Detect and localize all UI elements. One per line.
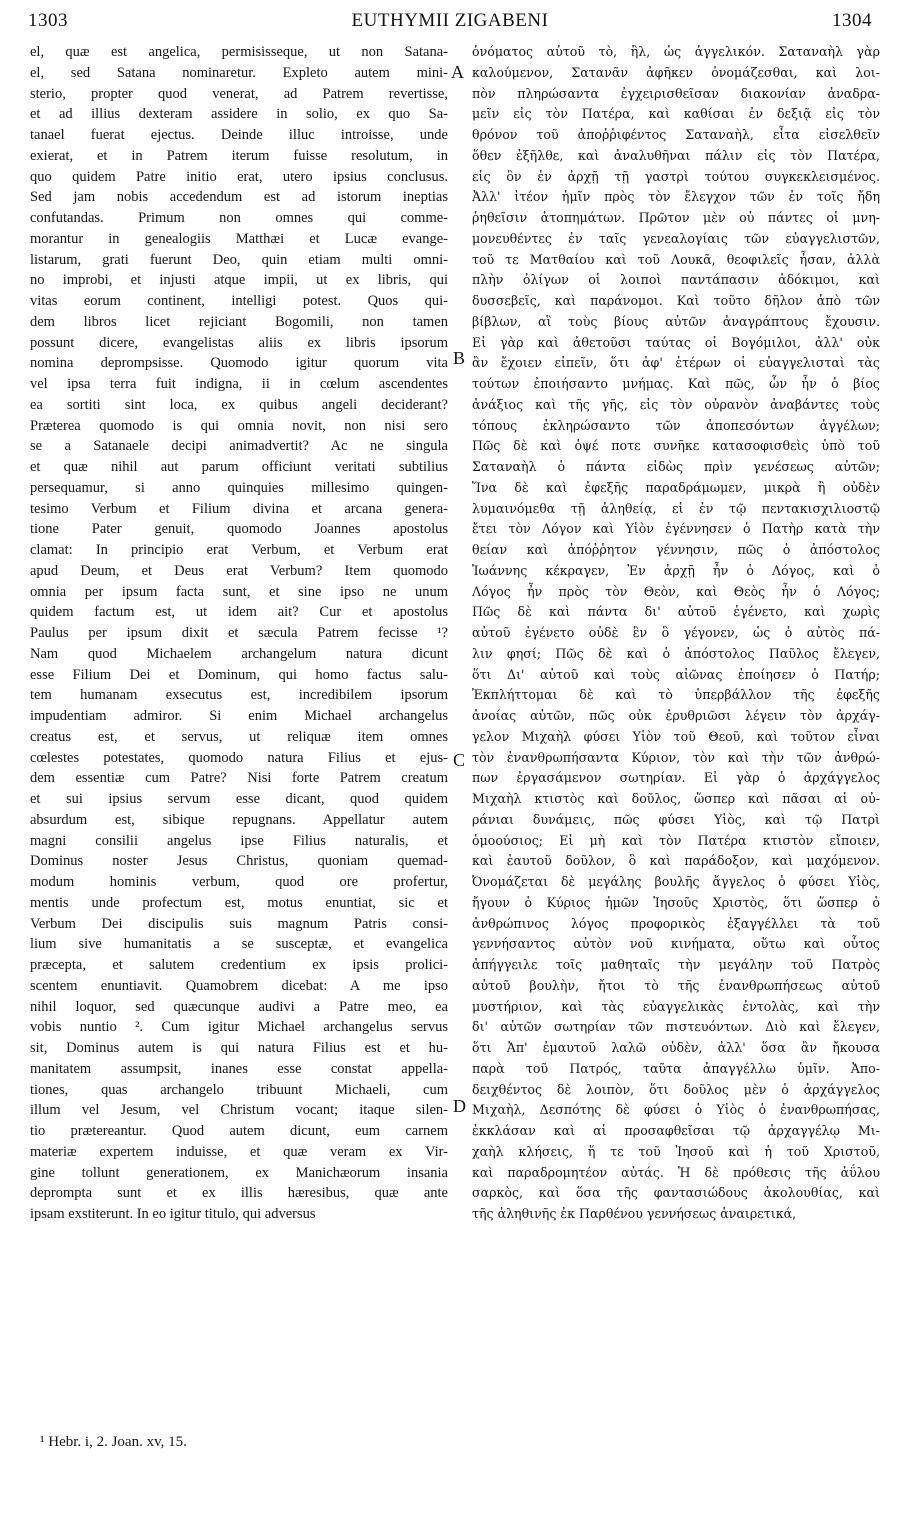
margin-marker-a: A (451, 62, 464, 82)
greek-text-line: Πῶς δὲ καὶ πάντα δι' αὐτοῦ ἐγένετο, καὶ χωρὶς (472, 604, 880, 620)
greek-text-line: Λόγος ἦν πρὸς τὸν Θεὸν, καὶ Θεὸς ἦν ὁ Λόγος; (472, 583, 880, 599)
greek-text-line: καὶ ἑαυτοῦ δοῦλον, ὃ καὶ παράδοξον, καὶ μαχόμενον. (472, 853, 880, 869)
greek-text-line: καλούμενον, Σατανᾶν ἀφῆκεν ὀνομάζεσθαι, καὶ λοι- (472, 64, 880, 80)
greek-text-line: αὐτοῦ ἐγένετο οὐδὲ ἓν ὃ γέγονεν, ὡς ὁ αὐτὸς πά- (472, 625, 880, 640)
latin-text-line: illum vel Jesum, vel Christum vocant; itaque silen- (30, 1102, 448, 1119)
latin-text-line: tanael fuerat ejectus. Deinde illuc introisse, unde (30, 127, 448, 143)
latin-text-line: sit, Dominus autem is qui natura Filius est et hu- (30, 1040, 448, 1056)
latin-text-line: dem essentiæ cum Patre? Nisi forte Patrem creatum (30, 770, 448, 787)
latin-text-line: nomina deprompsisse. Quomodo igitur quorum vita (30, 355, 448, 372)
greek-text-line: ἀνάξιος καὶ τῆς γῆς, εἰς τὸν οὐρανὸν ἀναβάντες τοὺς (472, 396, 880, 412)
greek-text-line: λυμαινόμεθα τῇ ἀληθείᾳ, εἰ ἐν τῷ πεντακισχιλιοστῷ (472, 500, 880, 516)
latin-text-line: Dominus noster Jesus Christus, quoniam quemad- (30, 853, 448, 870)
latin-text-line: creatus est, et servus, ut reliquæ item omnes (30, 728, 448, 745)
greek-text-line: ὅτι Ἀπ' ἐμαυτοῦ λαλῶ οὐδὲν, ἀλλ' ὅσα ἂν ἤκουσα (472, 1040, 880, 1055)
greek-text-line: Εἰ γὰρ καὶ ἀθετοῦσι ταύτας οἱ Βογόμιλοι, ἀλλ' οὐκ (472, 334, 880, 350)
latin-text-line: Nam quod Michaelem archangelum natura dicunt (30, 645, 448, 662)
greek-text-line: χαὴλ κλήσεις, ἥ τε τοῦ Ἰησοῦ καὶ ἡ τοῦ Χριστοῦ, (472, 1143, 880, 1159)
greek-text-line: εἰς ὃν ἐν ἀρχῇ τῇ γαστρὶ τούτου συγκεκλεισμένος. (472, 168, 880, 184)
greek-text-line: καὶ παραδρομητέον αὐτάς. Ἡ δὲ πρόθεσις τῆς ἀΰλου (472, 1164, 880, 1180)
greek-text-line: τοῦ τε Ματθαίου καὶ τοῦ Λουκᾶ, θεοφιλεῖς ἦσαν, ἀλλὰ (472, 251, 880, 267)
greek-text-line: βίβλων, αἳ τοὺς βίους αὐτῶν ἀναγράπτους ἔχουσιν. (472, 313, 880, 329)
greek-text-line: λιν φησί; Πῶς δὲ καὶ ὁ ἀπόστολος Παῦλος ἔλεγεν, (472, 645, 880, 661)
greek-text-line: ὁμοούσιος; Εἰ μὴ καὶ τὸν Πατέρα κτιστὸν εἴποιεν, (472, 832, 880, 848)
greek-text-line: γεννήσαντος αὐτὸν νοῦ κινήματα, οὕτω καὶ οὗτος (472, 936, 880, 952)
greek-text-line: τῆς ἀληθινῆς ἐκ Παρθένου γεννήσεως ἀναιρετικά, (472, 1206, 797, 1221)
latin-text-line: vobis nuntio ². Cum igitur Michael archangelus servus (30, 1019, 448, 1036)
latin-text-line: no improbi, et injusti atque impii, ut ex libris, qui (30, 272, 448, 289)
latin-text-line: esse Filium Dei et Dominum, qui homo factus salu- (30, 666, 448, 683)
latin-text-line: el, sed Satana nominaretur. Expleto autem mini- (30, 64, 448, 81)
greek-text-line: γελον Μιχαὴλ φύσει Υἱὸν τοῦ Θεοῦ, καὶ τοῦτον εἶναι (472, 728, 880, 744)
latin-text-line: impudentiam admiror. Si enim Michael archangelus (30, 708, 448, 724)
latin-text-line: nihil loquor, sed quæcunque audivi a Patre meo, ea (30, 998, 448, 1015)
latin-text-line: Verbum Dei discipulis suis magnum Patris consi- (30, 915, 448, 932)
greek-text-line: σαρκὸς, καὶ ὅσα τῆς φαντασιώδους ἀκολουθίας, καὶ (472, 1185, 880, 1201)
greek-text-line: Ἐκπλήττομαι δὲ καὶ τὸ ὑπερβάλλον τῆς ἐφεξῆς (472, 687, 880, 703)
greek-text-line: μονευθέντες ἐν ταῖς γενεαλογίαις τῶν εὐαγγελιστῶν, (472, 230, 880, 246)
running-title: EUTHYMII ZIGABENI (351, 10, 549, 31)
latin-text-line: quidem factum est, ut idem ait? Cur et apostolus (30, 604, 448, 621)
greek-text-line: πων ἐργασάμενον σωτηρίαν. Εἰ γὰρ ὁ ἀρχάγγελος (472, 770, 880, 786)
latin-text-line: vitas eorum continent, intelligi potest. Quos qui- (30, 293, 448, 309)
latin-text-line: manitatem assumpsit, inanes esse constat appella- (30, 1060, 448, 1077)
latin-text-line: confutandas. Primum non omnes qui comme- (30, 210, 448, 226)
latin-text-line: clamat: In principio erat Verbum, et Verbum erat (30, 542, 448, 558)
latin-text-line: possunt dicere, evangelistas aliis ex libris ipsorum (30, 334, 448, 351)
latin-text-line: Præterea quomodo is qui omnia novit, non nisi sero (30, 417, 448, 434)
greek-text-line: παρὰ τοῦ Πατρός, ταῦτα ἀπαγγέλλω ὑμῖν. Ἀπο- (472, 1060, 880, 1076)
latin-text-line: apud Deum, et Deus erat Verbum? Item quomodo (30, 562, 448, 579)
greek-column (472, 42, 880, 1225)
greek-text-line: ἐκκλάσαν καὶ αἱ προσαφθεῖσαι τῷ ἀρχαγγέλῳ Μι- (472, 1123, 880, 1138)
greek-text-line: ῥηθεῖσιν ἀτοπημάτων. Πρῶτον μὲν οὐ πάντες οἱ μνη- (472, 210, 880, 225)
latin-text-line: et quæ nihil aut parum officiunt veritati subtilius (30, 459, 448, 475)
greek-text-line: ἀπήγγειλε τοῖς μαθηταῖς τὴν μεγάλην τοῦ Πατρὸς (472, 957, 880, 972)
greek-text-line: τούτων ἐποιήσαντο μνήμας. Καὶ πῶς, ὧν ἦν ὁ βίος (472, 376, 880, 391)
latin-text-line: lium sive humanitatis a se susceptæ, et evangelica (30, 936, 448, 953)
latin-text-line: scentem enuntiavit. Quamobrem dicebat: A me ipso (30, 977, 448, 994)
greek-text-line: Ἵνα δὲ καὶ ἐφεξῆς παραδράμωμεν, μικρὰ ἢ οὐδὲν (472, 479, 880, 495)
greek-text-line: ὀνόματος αὐτοῦ τὸ, ἢλ, ὡς ἀγγελικόν. Σαταναὴλ γὰρ (472, 44, 880, 59)
latin-text-line: ea sortiti sint loca, ex quibus angeli deciderant? (30, 396, 448, 413)
greek-text-line: Ἰωάννης κέκραγεν, Ἐν ἀρχῇ ἦν ὁ Λόγος, καὶ ὁ (472, 562, 880, 578)
running-header (28, 10, 872, 40)
greek-text-line: θρόνον τοῦ ἀποῤῥιφέντος Σαταναὴλ, εἶτα εἰσελθεῖν (472, 127, 880, 142)
latin-text-line: morantur in genealogiis Matthæi et Lucæ evange- (30, 230, 448, 247)
greek-text-line: πλὴν ὀλίγων οἱ λοιποὶ παντάπασιν ἀδόκιμοι, καὶ (472, 272, 880, 288)
latin-text-line: el, quæ est angelica, permisisseque, ut non Satana- (30, 44, 448, 60)
latin-text-line: Paulus per ipsum dixit et sæcula Patrem fecisse ¹? (30, 625, 448, 641)
latin-text-line: cœlestes potestates, quomodo natura Filius et ejus- (30, 749, 448, 766)
margin-marker-c: C (453, 750, 466, 770)
greek-text-line: ἤγουν ὁ Κύριος ἡμῶν Ἰησοῦς Χριστὸς, ὅτι ὥσπερ ὁ (472, 894, 880, 910)
greek-text-line: ὅθεν ἐξῆλθε, καὶ ἀναλυθῆναι πάλιν εἰς τὸν Πατέρα, (472, 147, 880, 163)
latin-text-line: tesimo Verbum et Filium divina et arcana genera- (30, 500, 448, 517)
latin-text-line: omnia per ipsum facta sunt, et sine ipso ne unum (30, 583, 448, 600)
latin-text-line: materiæ expertem induisse, et quæ veram ex Vir- (30, 1143, 448, 1160)
greek-text-line: ἀνθρώπινος λόγος προφορικὸς ἐξαγγέλλει τὰ τοῦ (472, 915, 880, 931)
greek-text-line: Σαταναὴλ ὁ πάντα εἰδὼς πρὶν γενέσεως αὐτῶν; (472, 459, 880, 474)
greek-text-line: δυσσεβεῖς, καὶ παράνομοι. Καὶ τοῦτο δῆλον ἀπὸ τῶν (472, 293, 880, 308)
latin-text-line: listarum, grati fuerunt Deo, quin etiam multi omni- (30, 251, 448, 268)
greek-text-line: ὅτι Δι' αὐτοῦ καὶ τοὺς αἰῶνας ἐποίησεν ὁ Πατήρ; (472, 666, 880, 682)
latin-text-line: vel ipsa terra fuit indigna, ii in cœlum ascendentes (30, 376, 448, 392)
latin-text-line: et sui ipsius servum esse dicant, quod quidem (30, 791, 448, 807)
latin-text-line: et ad illius dexteram assidere in solio, ex quo Sa- (30, 106, 448, 123)
greek-text-line: τὸν ἐνανθρωπήσαντα Κύριον, τὸν καὶ τὴν τῶν ἀνθρώ- (472, 749, 880, 765)
latin-text-line: persequamur, si anno quinquies millesimo quingen- (30, 479, 448, 496)
latin-text-line: tiones, quas archangelo tribuunt Michaeli, cum (30, 1081, 448, 1098)
latin-text-line: dem libros licet rejiciant Bogomili, non tamen (30, 313, 448, 330)
greek-text-line: πὸν πληρώσαντα ἐγχειρισθεῖσαν διακονίαν ἀναδρα- (472, 85, 880, 101)
greek-text-line: Μιχαὴλ κτιστὸς καὶ δοῦλος, ὥσπερ καὶ πᾶσαι αἱ οὐ- (472, 791, 880, 806)
latin-text-line: gine tollunt generationem, ex Manichæorum insania (30, 1164, 448, 1181)
latin-text-line: Sed jam nobis accedendum est ad istorum ineptias (30, 189, 448, 206)
latin-text-line: tione Pater genuit, quomodo Joannes apostolus (30, 521, 448, 538)
greek-text-line: ἂν ἔχοιεν εἰπεῖν, ὅτι ἀφ' ἑτέρων οἱ εὐαγγελισταὶ τὰς (472, 355, 880, 371)
greek-text-line: μυστήριον, καὶ τὰς εὐαγγελικὰς ἐντολὰς, καὶ τὴν (472, 998, 880, 1014)
latin-text-line: ipsam exstiterunt. In eo igitur titulo, qui adversus (30, 1206, 316, 1222)
page-number-left: 1303 (28, 10, 68, 31)
latin-text-line: tem humanam exsecutus est, incredibilem ipsorum (30, 687, 448, 704)
greek-text-line: ἀνοίας αὐτῶν, πῶς οὐκ ἐρυθριῶσι λέγειν τὸν ἀρχάγ- (472, 708, 880, 723)
greek-text-line: ράνιαι δυνάμεις, πῶς φύσει Υἱὸς, καὶ τῷ Πατρὶ (472, 811, 880, 827)
greek-text-line: δειχθέντος δὲ λοιπὸν, ὅτι δοῦλος μὲν ὁ ἀρχάγγελος (472, 1081, 880, 1097)
greek-text-line: Ἀλλ' ἰτέον ἡμῖν πρὸς τὸν ἔλεγχον τῶν ἐν τοῖς ἤδη (472, 189, 880, 205)
latin-text-line: se a Satanaele decipi animadvertit? Ac ne singula (30, 438, 448, 455)
greek-text-line: Πῶς δὲ καὶ ὀψέ ποτε συνῆκε κατασοφισθεὶς ὑπὸ τοῦ (472, 438, 880, 454)
greek-text-line: Ὀνομάζεται δὲ μεγάλης βουλῆς ἄγγελος ὁ φύσει Υἱὸς, (472, 874, 880, 889)
greek-text-line: Μιχαὴλ, Δεσπότης δὲ φύσει ὁ Υἱὸς ὁ ἐνανθρωπήσας, (472, 1102, 880, 1118)
greek-text-line: δι' αὐτῶν σωτηρίαν τῶν πιστευόντων. Διὸ καὶ ἔλεγεν, (472, 1019, 880, 1035)
latin-text-line: mentis unde profectum est, motus enuntiat, sic et (30, 894, 448, 911)
latin-text-line: modum hominis verbum, quod ore profertur, (30, 874, 448, 890)
latin-text-line: magni consilii angelus ipse Filius naturalis, et (30, 832, 448, 849)
latin-text-line: exierat, et in Patrem iterum fuisse resolutum, in (30, 147, 448, 164)
greek-text-line: αὐτοῦ βουλὴν, ἤτοι τὸ τῆς ἐνανθρωπήσεως αὐτοῦ (472, 977, 880, 993)
latin-text-line: sterio, propter quod venerat, ad Patrem revertisse, (30, 85, 448, 102)
margin-marker-d: D (453, 1096, 466, 1116)
greek-text-line: ἔτει τὸν Λόγον καὶ Υἱὸν ἐγέννησεν ὁ Πατὴρ κατὰ τὴν (472, 521, 880, 537)
latin-column (30, 42, 448, 1225)
page-number-right: 1304 (832, 10, 872, 31)
greek-text-line: μεῖν εἰς τὸν Πατέρα, καὶ καθίσαι ἐν δεξιᾷ εἰς τὸν (472, 106, 880, 122)
greek-text-line: θείαν καὶ ἀπόῤῥητον γέννησιν, πῶς ὁ ἀπόστολος (472, 542, 880, 557)
latin-text-line: quo quidem Patre initio erat, utero ipsius conclusus. (30, 168, 448, 185)
latin-text-line: absurdum est, sibique repugnans. Appellatur autem (30, 811, 448, 828)
latin-text-line: præcepta, et salutem credentium ex ipsis prolici- (30, 957, 448, 973)
greek-text-line: τόπους ἐκληρώσαντο τῶν ἀποπεσόντων ἀγγέλων; (472, 417, 880, 433)
footnote: ¹ Hebr. i, 2. Joan. xv, 15. (40, 1434, 187, 1450)
latin-text-line: deprompta sunt et ex illis hæresibus, quæ ante (30, 1185, 448, 1202)
latin-text-line: tio prætereantur. Quod autem dicunt, eum carnem (30, 1123, 448, 1139)
margin-marker-b: B (453, 348, 466, 368)
